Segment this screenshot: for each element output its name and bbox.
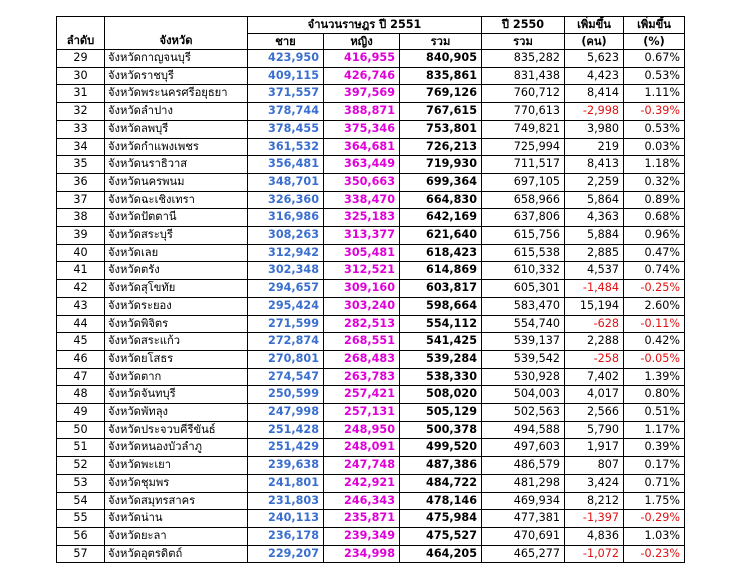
increase-pct-cell: 1.11% bbox=[624, 85, 685, 103]
total-cell: 500,378 bbox=[400, 421, 482, 439]
female-cell: 234,998 bbox=[324, 545, 400, 563]
female-cell: 309,160 bbox=[324, 280, 400, 298]
increase-cell: 3,980 bbox=[565, 120, 624, 138]
header-province: จังหวัด bbox=[105, 17, 248, 50]
increase-cell: 2,259 bbox=[565, 173, 624, 191]
rank-cell: 52 bbox=[57, 457, 105, 475]
province-cell: จังหวัดสระบุรี bbox=[105, 227, 248, 245]
total-cell: 484,722 bbox=[400, 474, 482, 492]
year2550-cell: 530,928 bbox=[482, 368, 565, 386]
increase-cell: 8,212 bbox=[565, 492, 624, 510]
table-row bbox=[57, 120, 685, 138]
male-cell: 348,701 bbox=[248, 173, 324, 191]
total-cell: 541,425 bbox=[400, 333, 482, 351]
increase-pct-cell: 1.18% bbox=[624, 156, 685, 174]
rank-cell: 51 bbox=[57, 439, 105, 457]
table-row bbox=[57, 67, 685, 85]
rank-cell: 49 bbox=[57, 404, 105, 422]
increase-cell: 4,363 bbox=[565, 209, 624, 227]
table-row bbox=[57, 386, 685, 404]
male-cell: 302,348 bbox=[248, 262, 324, 280]
table-row bbox=[57, 50, 685, 68]
rank-cell: 41 bbox=[57, 262, 105, 280]
male-cell: 239,638 bbox=[248, 457, 324, 475]
total-cell: 614,869 bbox=[400, 262, 482, 280]
year2550-cell: 725,994 bbox=[482, 138, 565, 156]
female-cell: 257,421 bbox=[324, 386, 400, 404]
table-body bbox=[57, 50, 685, 563]
female-cell: 375,346 bbox=[324, 120, 400, 138]
year2550-cell: 504,003 bbox=[482, 386, 565, 404]
male-cell: 241,801 bbox=[248, 474, 324, 492]
total-cell: 621,640 bbox=[400, 227, 482, 245]
header-increase-people: เพิ่มขึ้น bbox=[565, 17, 624, 34]
province-cell: จังหวัดพะเยา bbox=[105, 457, 248, 475]
year2550-cell: 502,563 bbox=[482, 404, 565, 422]
rank-cell: 29 bbox=[57, 50, 105, 68]
header-increase-pct: เพิ่มขึ้น bbox=[624, 17, 685, 34]
population-table-wrapper bbox=[56, 16, 685, 563]
male-cell: 326,360 bbox=[248, 191, 324, 209]
female-cell: 248,091 bbox=[324, 439, 400, 457]
female-cell: 397,569 bbox=[324, 85, 400, 103]
province-cell: จังหวัดอุตรดิตถ์ bbox=[105, 545, 248, 563]
increase-pct-cell: 1.75% bbox=[624, 492, 685, 510]
female-cell: 246,343 bbox=[324, 492, 400, 510]
province-cell: จังหวัดนครพนม bbox=[105, 173, 248, 191]
increase-pct-cell: 0.53% bbox=[624, 120, 685, 138]
female-cell: 263,783 bbox=[324, 368, 400, 386]
province-cell: จังหวัดยะลา bbox=[105, 527, 248, 545]
header-total-2550: รวม bbox=[482, 34, 565, 50]
increase-cell: 5,623 bbox=[565, 50, 624, 68]
rank-cell: 56 bbox=[57, 527, 105, 545]
year2550-cell: 770,613 bbox=[482, 103, 565, 121]
table-row bbox=[57, 474, 685, 492]
table-row bbox=[57, 315, 685, 333]
province-cell: จังหวัดตรัง bbox=[105, 262, 248, 280]
increase-pct-cell: -0.23% bbox=[624, 545, 685, 563]
male-cell: 295,424 bbox=[248, 297, 324, 315]
male-cell: 378,744 bbox=[248, 103, 324, 121]
increase-pct-cell: -0.39% bbox=[624, 103, 685, 121]
table-row bbox=[57, 350, 685, 368]
province-cell: จังหวัดปัตตานี bbox=[105, 209, 248, 227]
increase-cell: -1,397 bbox=[565, 510, 624, 528]
increase-cell: 5,864 bbox=[565, 191, 624, 209]
total-cell: 508,020 bbox=[400, 386, 482, 404]
increase-cell: 2,885 bbox=[565, 244, 624, 262]
rank-cell: 45 bbox=[57, 333, 105, 351]
female-cell: 426,746 bbox=[324, 67, 400, 85]
table-row bbox=[57, 173, 685, 191]
table-row bbox=[57, 227, 685, 245]
increase-pct-cell: 0.32% bbox=[624, 173, 685, 191]
increase-pct-cell: 0.96% bbox=[624, 227, 685, 245]
female-cell: 248,950 bbox=[324, 421, 400, 439]
female-cell: 338,470 bbox=[324, 191, 400, 209]
header-year-2550: ปี 2550 bbox=[482, 17, 565, 34]
total-cell: 726,213 bbox=[400, 138, 482, 156]
total-cell: 699,364 bbox=[400, 173, 482, 191]
total-cell: 554,112 bbox=[400, 315, 482, 333]
header-female: หญิง bbox=[324, 34, 400, 50]
total-cell: 539,284 bbox=[400, 350, 482, 368]
male-cell: 251,429 bbox=[248, 439, 324, 457]
province-cell: จังหวัดเลย bbox=[105, 244, 248, 262]
year2550-cell: 658,966 bbox=[482, 191, 565, 209]
female-cell: 282,513 bbox=[324, 315, 400, 333]
year2550-cell: 470,691 bbox=[482, 527, 565, 545]
female-cell: 364,681 bbox=[324, 138, 400, 156]
increase-cell: 4,423 bbox=[565, 67, 624, 85]
male-cell: 316,986 bbox=[248, 209, 324, 227]
table-row bbox=[57, 262, 685, 280]
male-cell: 356,481 bbox=[248, 156, 324, 174]
increase-cell: 2,566 bbox=[565, 404, 624, 422]
province-cell: จังหวัดนราธิวาส bbox=[105, 156, 248, 174]
increase-pct-cell: 0.68% bbox=[624, 209, 685, 227]
year2550-cell: 481,298 bbox=[482, 474, 565, 492]
male-cell: 294,657 bbox=[248, 280, 324, 298]
male-cell: 270,801 bbox=[248, 350, 324, 368]
rank-cell: 37 bbox=[57, 191, 105, 209]
increase-pct-cell: 0.71% bbox=[624, 474, 685, 492]
increase-pct-cell: 0.42% bbox=[624, 333, 685, 351]
province-cell: จังหวัดสุโขทัย bbox=[105, 280, 248, 298]
rank-cell: 40 bbox=[57, 244, 105, 262]
increase-pct-cell: 0.47% bbox=[624, 244, 685, 262]
female-cell: 313,377 bbox=[324, 227, 400, 245]
female-cell: 247,748 bbox=[324, 457, 400, 475]
increase-pct-cell: 0.74% bbox=[624, 262, 685, 280]
total-cell: 642,169 bbox=[400, 209, 482, 227]
province-cell: จังหวัดยโสธร bbox=[105, 350, 248, 368]
increase-cell: -1,484 bbox=[565, 280, 624, 298]
year2550-cell: 760,712 bbox=[482, 85, 565, 103]
total-cell: 538,330 bbox=[400, 368, 482, 386]
rank-cell: 36 bbox=[57, 173, 105, 191]
population-table bbox=[56, 16, 685, 563]
female-cell: 268,483 bbox=[324, 350, 400, 368]
year2550-cell: 835,282 bbox=[482, 50, 565, 68]
increase-pct-cell: 1.39% bbox=[624, 368, 685, 386]
total-cell: 478,146 bbox=[400, 492, 482, 510]
rank-cell: 44 bbox=[57, 315, 105, 333]
female-cell: 325,183 bbox=[324, 209, 400, 227]
increase-cell: 5,790 bbox=[565, 421, 624, 439]
table-row bbox=[57, 138, 685, 156]
total-cell: 840,905 bbox=[400, 50, 482, 68]
rank-cell: 33 bbox=[57, 120, 105, 138]
province-cell: จังหวัดระยอง bbox=[105, 297, 248, 315]
rank-cell: 55 bbox=[57, 510, 105, 528]
province-cell: จังหวัดจันทบุรี bbox=[105, 386, 248, 404]
province-cell: จังหวัดฉะเชิงเทรา bbox=[105, 191, 248, 209]
male-cell: 378,455 bbox=[248, 120, 324, 138]
male-cell: 308,263 bbox=[248, 227, 324, 245]
male-cell: 247,998 bbox=[248, 404, 324, 422]
province-cell: จังหวัดสระแก้ว bbox=[105, 333, 248, 351]
male-cell: 423,950 bbox=[248, 50, 324, 68]
increase-cell: 4,537 bbox=[565, 262, 624, 280]
year2550-cell: 610,332 bbox=[482, 262, 565, 280]
province-cell: จังหวัดลำปาง bbox=[105, 103, 248, 121]
total-cell: 598,664 bbox=[400, 297, 482, 315]
male-cell: 231,803 bbox=[248, 492, 324, 510]
female-cell: 242,921 bbox=[324, 474, 400, 492]
province-cell: จังหวัดลพบุรี bbox=[105, 120, 248, 138]
rank-cell: 34 bbox=[57, 138, 105, 156]
rank-cell: 54 bbox=[57, 492, 105, 510]
year2550-cell: 615,756 bbox=[482, 227, 565, 245]
female-cell: 239,349 bbox=[324, 527, 400, 545]
total-cell: 719,930 bbox=[400, 156, 482, 174]
female-cell: 257,131 bbox=[324, 404, 400, 422]
female-cell: 350,663 bbox=[324, 173, 400, 191]
male-cell: 312,942 bbox=[248, 244, 324, 262]
rank-cell: 32 bbox=[57, 103, 105, 121]
table-row bbox=[57, 333, 685, 351]
year2550-cell: 605,301 bbox=[482, 280, 565, 298]
male-cell: 409,115 bbox=[248, 67, 324, 85]
header-total: รวม bbox=[400, 34, 482, 50]
rank-cell: 35 bbox=[57, 156, 105, 174]
rank-cell: 50 bbox=[57, 421, 105, 439]
increase-cell: 219 bbox=[565, 138, 624, 156]
table-row bbox=[57, 404, 685, 422]
female-cell: 235,871 bbox=[324, 510, 400, 528]
female-cell: 388,871 bbox=[324, 103, 400, 121]
male-cell: 274,547 bbox=[248, 368, 324, 386]
rank-cell: 42 bbox=[57, 280, 105, 298]
province-cell: จังหวัดน่าน bbox=[105, 510, 248, 528]
female-cell: 305,481 bbox=[324, 244, 400, 262]
increase-cell: -1,072 bbox=[565, 545, 624, 563]
total-cell: 769,126 bbox=[400, 85, 482, 103]
increase-pct-cell: 0.67% bbox=[624, 50, 685, 68]
total-cell: 499,520 bbox=[400, 439, 482, 457]
increase-pct-cell: -0.25% bbox=[624, 280, 685, 298]
header-unit-people: (คน) bbox=[565, 34, 624, 50]
increase-pct-cell: 0.89% bbox=[624, 191, 685, 209]
total-cell: 505,129 bbox=[400, 404, 482, 422]
increase-cell: -628 bbox=[565, 315, 624, 333]
female-cell: 363,449 bbox=[324, 156, 400, 174]
province-cell: จังหวัดหนองบัวลำภู bbox=[105, 439, 248, 457]
total-cell: 464,205 bbox=[400, 545, 482, 563]
increase-cell: 2,288 bbox=[565, 333, 624, 351]
year2550-cell: 697,105 bbox=[482, 173, 565, 191]
increase-pct-cell: -0.11% bbox=[624, 315, 685, 333]
province-cell: จังหวัดชุมพร bbox=[105, 474, 248, 492]
increase-cell: 5,884 bbox=[565, 227, 624, 245]
year2550-cell: 637,806 bbox=[482, 209, 565, 227]
total-cell: 603,817 bbox=[400, 280, 482, 298]
increase-cell: 807 bbox=[565, 457, 624, 475]
year2550-cell: 486,579 bbox=[482, 457, 565, 475]
province-cell: จังหวัดกาญจนบุรี bbox=[105, 50, 248, 68]
increase-cell: -258 bbox=[565, 350, 624, 368]
rank-cell: 38 bbox=[57, 209, 105, 227]
province-cell: จังหวัดพระนครศรีอยุธยา bbox=[105, 85, 248, 103]
header-unit-pct: (%) bbox=[624, 34, 685, 50]
year2550-cell: 711,517 bbox=[482, 156, 565, 174]
increase-pct-cell: 2.60% bbox=[624, 297, 685, 315]
table-row bbox=[57, 457, 685, 475]
province-cell: จังหวัดตาก bbox=[105, 368, 248, 386]
total-cell: 487,386 bbox=[400, 457, 482, 475]
rank-cell: 47 bbox=[57, 368, 105, 386]
increase-cell: 1,917 bbox=[565, 439, 624, 457]
province-cell: จังหวัดพัทลุง bbox=[105, 404, 248, 422]
table-row bbox=[57, 421, 685, 439]
rank-cell: 31 bbox=[57, 85, 105, 103]
header-population-2551: จำนวนราษฎร ปี 2551 bbox=[248, 17, 482, 34]
male-cell: 250,599 bbox=[248, 386, 324, 404]
male-cell: 251,428 bbox=[248, 421, 324, 439]
increase-cell: 8,414 bbox=[565, 85, 624, 103]
increase-cell: 4,017 bbox=[565, 386, 624, 404]
year2550-cell: 497,603 bbox=[482, 439, 565, 457]
year2550-cell: 477,381 bbox=[482, 510, 565, 528]
table-row bbox=[57, 527, 685, 545]
table-row bbox=[57, 156, 685, 174]
rank-cell: 30 bbox=[57, 67, 105, 85]
province-cell: จังหวัดราชบุรี bbox=[105, 67, 248, 85]
province-cell: จังหวัดกำแพงเพชร bbox=[105, 138, 248, 156]
total-cell: 475,984 bbox=[400, 510, 482, 528]
table-row bbox=[57, 280, 685, 298]
table-row bbox=[57, 209, 685, 227]
increase-pct-cell: 0.03% bbox=[624, 138, 685, 156]
year2550-cell: 749,821 bbox=[482, 120, 565, 138]
year2550-cell: 554,740 bbox=[482, 315, 565, 333]
year2550-cell: 583,470 bbox=[482, 297, 565, 315]
province-cell: จังหวัดสมุทรสาคร bbox=[105, 492, 248, 510]
rank-cell: 53 bbox=[57, 474, 105, 492]
increase-cell: 8,413 bbox=[565, 156, 624, 174]
rank-cell: 39 bbox=[57, 227, 105, 245]
increase-cell: -2,998 bbox=[565, 103, 624, 121]
table-row bbox=[57, 85, 685, 103]
total-cell: 618,423 bbox=[400, 244, 482, 262]
rank-cell: 57 bbox=[57, 545, 105, 563]
increase-cell: 3,424 bbox=[565, 474, 624, 492]
table-row bbox=[57, 510, 685, 528]
province-cell: จังหวัดประจวบคีรีขันธ์ bbox=[105, 421, 248, 439]
increase-pct-cell: -0.29% bbox=[624, 510, 685, 528]
year2550-cell: 469,934 bbox=[482, 492, 565, 510]
total-cell: 475,527 bbox=[400, 527, 482, 545]
table-row bbox=[57, 244, 685, 262]
total-cell: 835,861 bbox=[400, 67, 482, 85]
increase-cell: 7,402 bbox=[565, 368, 624, 386]
table-row bbox=[57, 368, 685, 386]
increase-cell: 15,194 bbox=[565, 297, 624, 315]
table-row bbox=[57, 492, 685, 510]
rank-cell: 46 bbox=[57, 350, 105, 368]
female-cell: 416,955 bbox=[324, 50, 400, 68]
year2550-cell: 539,542 bbox=[482, 350, 565, 368]
province-cell: จังหวัดพิจิตร bbox=[105, 315, 248, 333]
total-cell: 753,801 bbox=[400, 120, 482, 138]
year2550-cell: 539,137 bbox=[482, 333, 565, 351]
male-cell: 229,207 bbox=[248, 545, 324, 563]
table-row bbox=[57, 297, 685, 315]
male-cell: 272,874 bbox=[248, 333, 324, 351]
rank-cell: 48 bbox=[57, 386, 105, 404]
increase-pct-cell: 1.03% bbox=[624, 527, 685, 545]
header-rank: ลำดับ bbox=[57, 17, 105, 50]
increase-pct-cell: 0.39% bbox=[624, 439, 685, 457]
increase-pct-cell: 0.53% bbox=[624, 67, 685, 85]
year2550-cell: 494,588 bbox=[482, 421, 565, 439]
female-cell: 268,551 bbox=[324, 333, 400, 351]
table-row bbox=[57, 439, 685, 457]
female-cell: 312,521 bbox=[324, 262, 400, 280]
increase-cell: 4,836 bbox=[565, 527, 624, 545]
male-cell: 371,557 bbox=[248, 85, 324, 103]
male-cell: 240,113 bbox=[248, 510, 324, 528]
year2550-cell: 465,277 bbox=[482, 545, 565, 563]
increase-pct-cell: 0.51% bbox=[624, 404, 685, 422]
table-row bbox=[57, 103, 685, 121]
rank-cell: 43 bbox=[57, 297, 105, 315]
year2550-cell: 831,438 bbox=[482, 67, 565, 85]
total-cell: 664,830 bbox=[400, 191, 482, 209]
male-cell: 236,178 bbox=[248, 527, 324, 545]
increase-pct-cell: 0.17% bbox=[624, 457, 685, 475]
year2550-cell: 615,538 bbox=[482, 244, 565, 262]
male-cell: 271,599 bbox=[248, 315, 324, 333]
table-row bbox=[57, 545, 685, 563]
increase-pct-cell: -0.05% bbox=[624, 350, 685, 368]
male-cell: 361,532 bbox=[248, 138, 324, 156]
header-male: ชาย bbox=[248, 34, 324, 50]
table-row bbox=[57, 191, 685, 209]
total-cell: 767,615 bbox=[400, 103, 482, 121]
increase-pct-cell: 1.17% bbox=[624, 421, 685, 439]
female-cell: 303,240 bbox=[324, 297, 400, 315]
increase-pct-cell: 0.80% bbox=[624, 386, 685, 404]
header-row-1 bbox=[57, 17, 685, 34]
